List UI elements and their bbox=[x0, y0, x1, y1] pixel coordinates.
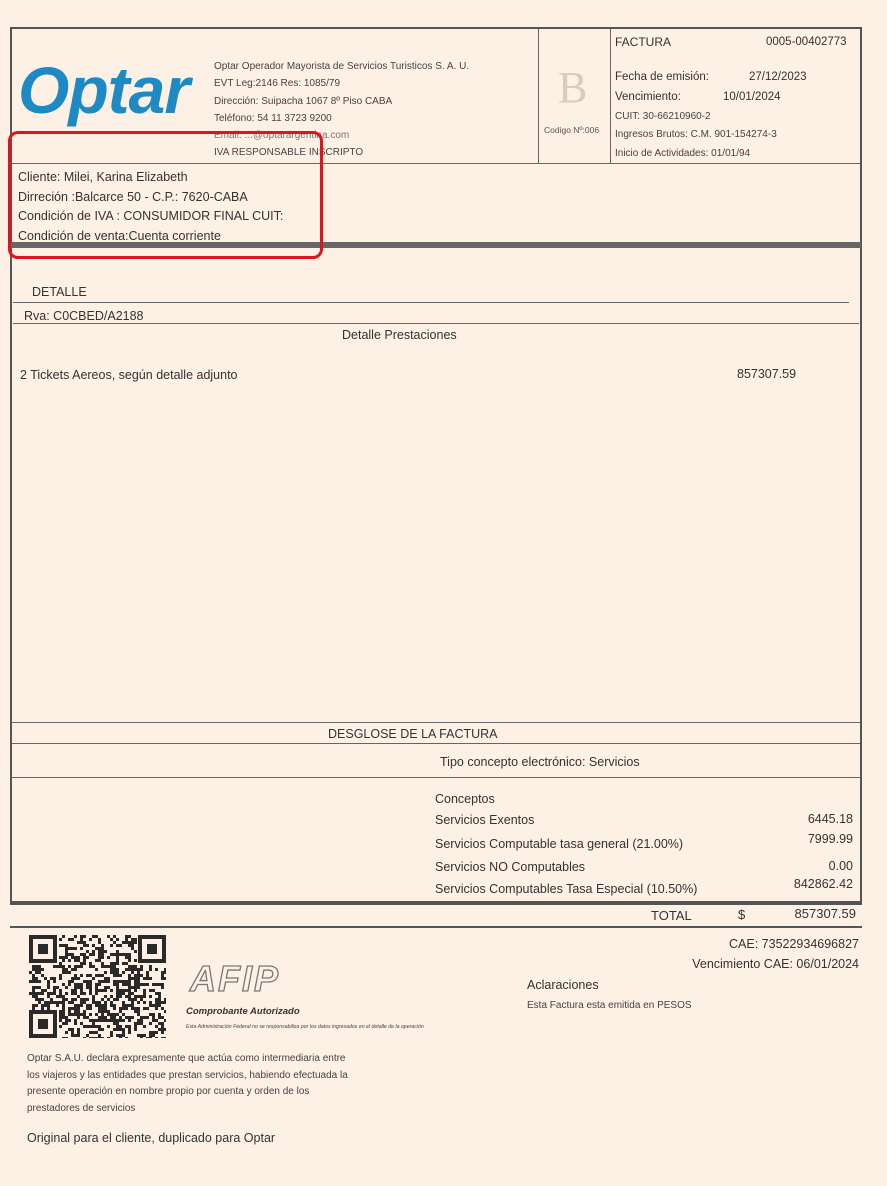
breakdown-row-label: Servicios Computable tasa general (21.00%) bbox=[435, 837, 684, 851]
cae-number: CAE: 73522934696827 bbox=[729, 937, 859, 951]
breakdown-title: DESGLOSE DE LA FACTURA bbox=[328, 727, 498, 741]
disclaimer-line: prestadores de servicios bbox=[27, 1102, 136, 1114]
client-sale-condition: Condición de venta:Cuenta corriente bbox=[18, 228, 221, 243]
disclaimer-line: presente operación en nombre propio por cuenta y orden de los bbox=[27, 1086, 310, 1097]
notes-title: Aclaraciones bbox=[527, 978, 599, 992]
detail-title-line bbox=[13, 302, 849, 303]
notes-text: Esta Factura esta emitida en PESOS bbox=[527, 1000, 692, 1011]
client-name: Cliente: Milei, Karina Elizabeth bbox=[18, 170, 188, 184]
invoice-letter: B bbox=[558, 63, 588, 112]
header-divider-2 bbox=[610, 29, 611, 163]
highlight-box bbox=[8, 131, 323, 259]
afip-disclaimer: Esta Administración Federal no se responsabiliza por los datos ingresados en el detalle de la operación bbox=[186, 1024, 424, 1030]
concept-type: Tipo concepto electrónico: Servicios bbox=[440, 755, 640, 769]
company-email: Email: ...@optarargentina.com bbox=[214, 130, 350, 142]
total-currency: $ bbox=[738, 907, 746, 922]
due-date-label: Vencimiento: bbox=[615, 91, 681, 103]
breakdown-row-label: Servicios Computables Tasa Especial (10.50%) bbox=[435, 882, 698, 896]
breakdown-row-value: 6445.18 bbox=[807, 812, 853, 826]
detail-title: DETALLE bbox=[32, 285, 87, 299]
detail-subtitle: Detalle Prestaciones bbox=[342, 328, 457, 342]
company-phone: Teléfono: 54 11 3723 9200 bbox=[214, 112, 332, 124]
activity-start: Inicio de Actividades: 01/01/94 bbox=[615, 148, 751, 159]
footer-top-line bbox=[10, 926, 862, 928]
company-evt: EVT Leg:2146 Res: 1085/79 bbox=[214, 78, 341, 90]
issue-date: 27/12/2023 bbox=[749, 71, 807, 83]
disclaimer-line: los viajeros y las entidades que prestan servicios, habiendo efectuada la bbox=[27, 1069, 348, 1081]
top-border bbox=[10, 27, 862, 29]
concept-line bbox=[11, 777, 860, 778]
disclaimer-line: Optar S.A.U. declara expresamente que actúa como intermediaria entre bbox=[27, 1053, 346, 1064]
rva-line bbox=[13, 323, 859, 324]
right-border bbox=[860, 27, 862, 904]
authorized-label: Comprobante Autorizado bbox=[186, 1006, 300, 1017]
copy-note: Original para el cliente, duplicado para Optar bbox=[27, 1131, 276, 1145]
total-amount: 857307.59 bbox=[794, 906, 856, 921]
reservation-code: Rva: C0CBED/A2188 bbox=[24, 309, 144, 323]
company-iva: IVA RESPONSABLE INSCRIPTO bbox=[214, 147, 364, 159]
gross-income: Ingresos Brutos: C.M. 901-154274-3 bbox=[615, 129, 777, 140]
company-address: Dirección: Suipacha 1067 8º Piso CABA bbox=[214, 95, 393, 107]
due-date: 10/01/2024 bbox=[723, 91, 781, 103]
intermediary-disclaimer bbox=[27, 1051, 348, 1117]
breakdown-row-label: Servicios Exentos bbox=[435, 813, 535, 827]
breakdown-top-line bbox=[11, 722, 860, 723]
letter-code: Codigo Nº:006 bbox=[544, 125, 600, 135]
company-cuit: CUIT: 30-66210960-2 bbox=[615, 111, 711, 122]
breakdown-row-value: 842862.42 bbox=[793, 877, 853, 891]
company-name: Optar Operador Mayorista de Servicios Turisticos S. A. U. bbox=[214, 61, 470, 72]
invoice-title: FACTURA bbox=[615, 35, 672, 49]
cae-due-date: Vencimiento CAE: 06/01/2024 bbox=[692, 957, 859, 971]
client-iva: Condición de IVA : CONSUMIDOR FINAL CUIT: bbox=[18, 209, 284, 223]
concepts-label: Conceptos bbox=[435, 792, 495, 806]
total-label: TOTAL bbox=[651, 908, 692, 923]
breakdown-row-value: 7999.99 bbox=[807, 832, 853, 846]
breakdown-row-value: 0.00 bbox=[828, 859, 853, 873]
qr-code bbox=[29, 935, 166, 1038]
issue-date-label: Fecha de emisión: bbox=[615, 71, 709, 83]
invoice-number: 0005-00402773 bbox=[766, 36, 847, 48]
detail-item-amount: 857307.59 bbox=[737, 367, 797, 381]
afip-logo: AFIP bbox=[190, 958, 281, 999]
breakdown-row-label: Servicios NO Computables bbox=[435, 860, 586, 874]
client-address: Dirreción :Balcarce 50 - C.P.: 7620-CABA bbox=[18, 189, 248, 204]
breakdown-bottom-line bbox=[10, 901, 862, 905]
breakdown-title-line bbox=[11, 743, 860, 744]
header-divider-1 bbox=[538, 29, 539, 163]
company-logo: Optar bbox=[18, 53, 190, 127]
detail-item-description: 2 Tickets Aereos, según detalle adjunto bbox=[20, 368, 238, 382]
